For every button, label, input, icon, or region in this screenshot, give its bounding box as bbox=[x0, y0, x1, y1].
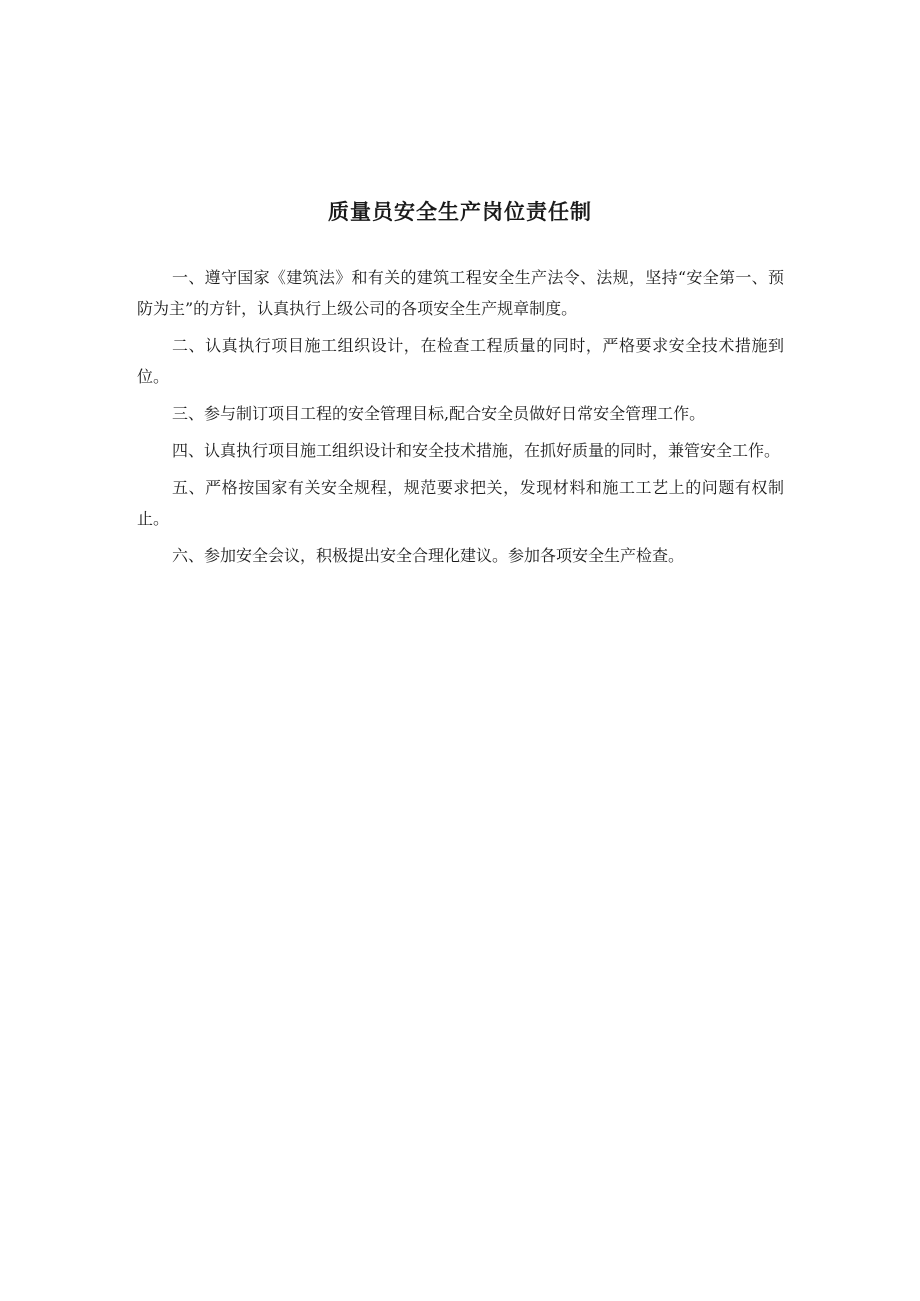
paragraph-3: 三、参与制订项目工程的安全管理目标,配合安全员做好日常安全管理工作。 bbox=[172, 404, 706, 423]
page-title: 质量员安全生产岗位责任制 bbox=[328, 200, 592, 224]
document-body bbox=[137, 262, 784, 577]
paragraph-4: 四、认真执行项目施工组织设计和安全技术措施，在抓好质量的同时，兼管安全工作。 bbox=[172, 441, 781, 460]
paragraph-5: 五、严格按国家有关安全规程，规范要求把关，发现材料和施工工艺上的问题有权制止。 bbox=[137, 478, 784, 528]
paragraph-6: 六、参加安全会议，积极提出安全合理化建议。参加各项安全生产检查。 bbox=[172, 546, 685, 565]
paragraph-2: 二、认真执行项目施工组织设计，在检查工程质量的同时，严格要求安全技术措施到位。 bbox=[137, 336, 784, 386]
paragraph-1: 一、遵守国家《建筑法》和有关的建筑工程安全生产法令、法规，坚持“安全第一、预防为主”的方针，认真执行上级公司的各项安全生产规章制度。 bbox=[137, 268, 784, 318]
